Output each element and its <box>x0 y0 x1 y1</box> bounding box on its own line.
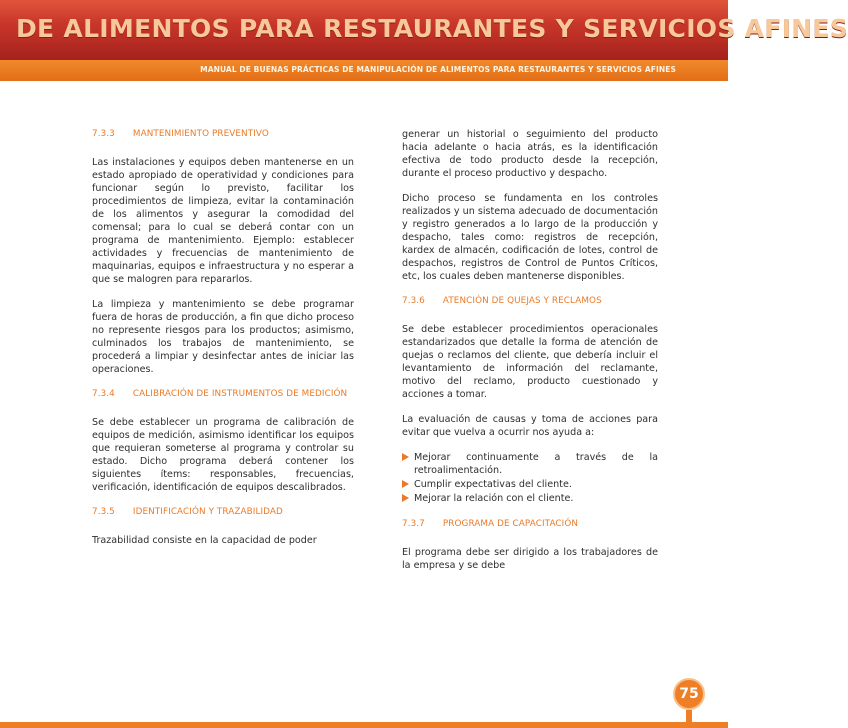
header-subtitle: MANUAL DE BUENAS PRÁCTICAS DE MANIPULACIÓN DE ALIMENTOS PARA RESTAURANTES Y SERVICIOS AFINES <box>200 65 676 74</box>
section-number: 7.3.5 <box>92 507 115 517</box>
list-item <box>402 492 658 505</box>
header-subbar <box>0 60 728 81</box>
paragraph: Trazabilidad consiste en la capacidad de poder <box>92 535 317 546</box>
section-heading-7-3-7 <box>402 518 658 530</box>
right-column <box>402 128 658 584</box>
section-number: 7.3.6 <box>402 296 425 306</box>
page-number-badge: 75 <box>673 678 705 710</box>
header-banner <box>0 0 848 60</box>
triangle-bullet-icon <box>402 453 409 461</box>
section-number: 7.3.7 <box>402 519 425 529</box>
paragraph: Las instalaciones y equipos deben mantenerse en un estado apropiado de operatividad y condiciones para funcionar según lo previsto, facilitar los procedimientos de limpieza, evitar la contaminación de los alimentos y asegurar la comodidad del comensal; para lo cual se deberá contar con un programa de mantenimiento. Ejemplo: establecer actividades y frecuencias de mantenimiento de maquinarias, equipos e infraestructura y no esperar a que se malogren para repararlos. <box>92 157 354 285</box>
section-title: ATENCIÓN DE QUEJAS Y RECLAMOS <box>442 296 602 306</box>
section-title: PROGRAMA DE CAPACITACIÓN <box>442 519 579 529</box>
footer-bar <box>0 722 728 728</box>
section-heading-7-3-6 <box>402 295 658 307</box>
list-item-text: Cumplir expectativas del cliente. <box>414 479 572 490</box>
paragraph: La limpieza y mantenimiento se debe programar fuera de horas de producción, a fin que dicho proceso no represente riesgos para los productos; asimismo, culminados los trabajos de mantenimiento, se procederá a limpiar y desinfectar antes de iniciar las operaciones. <box>92 299 354 375</box>
list-item-text: Mejorar continuamente a través de la retroalimentación. <box>414 452 658 476</box>
section-title: IDENTIFICACIÓN Y TRAZABILIDAD <box>132 507 283 517</box>
left-column <box>92 128 354 559</box>
section-title: CALIBRACIÓN DE INSTRUMENTOS DE MEDICIÓN <box>132 389 348 399</box>
list-item <box>402 478 658 491</box>
paragraph: La evaluación de causas y toma de acciones para evitar que vuelva a ocurrir nos ayuda a: <box>402 414 658 438</box>
section-number: 7.3.3 <box>92 129 115 139</box>
paragraph: generar un historial o seguimiento del producto hacia adelante o hacia atrás, es la identificación efectiva de todo producto desde la recepción, durante el proceso productivo y despacho. <box>402 129 658 179</box>
paragraph: El programa debe ser dirigido a los trabajadores de la empresa y se debe <box>402 547 658 571</box>
section-heading-7-3-4 <box>92 388 354 400</box>
section-number: 7.3.4 <box>92 389 115 399</box>
paragraph: Se debe establecer procedimientos operacionales estandarizados que detalle la forma de atención de quejas o reclamos del cliente, que debería incluir el levantamiento de información del reclamante, motivo del reclamo, producto cuestionado y acciones a tomar. <box>402 324 658 400</box>
triangle-bullet-icon <box>402 494 409 502</box>
list-item-text: Mejorar la relación con el cliente. <box>414 493 574 504</box>
section-heading-7-3-3 <box>92 128 354 140</box>
triangle-bullet-icon <box>402 480 409 488</box>
page-badge-stem <box>686 710 692 722</box>
list-item <box>402 451 658 477</box>
section-heading-7-3-5 <box>92 506 354 518</box>
paragraph: Dicho proceso se fundamenta en los controles realizados y un sistema adecuado de documentación y registro generados a lo largo de la producción y despacho, tales como: registros de recepción, kardex de almacén, codificación de lotes, control de despachos, registros de Control de Puntos Críticos, etc, los cuales deben mantenerse disponibles. <box>402 193 658 282</box>
section-title: MANTENIMIENTO PREVENTIVO <box>132 129 269 139</box>
paragraph: Se debe establecer un programa de calibración de equipos de medición, asimismo identificar los equipos que requieran someterse al programa y controlar su estado. Dicho programa deberá contener los siguientes ítems: responsables, frecuencias, verificación, identificación de equipos descalibrados. <box>92 417 354 493</box>
header-title: DE ALIMENTOS PARA RESTAURANTES Y SERVICIOS AFINES <box>16 14 848 43</box>
bullet-list <box>402 451 658 505</box>
